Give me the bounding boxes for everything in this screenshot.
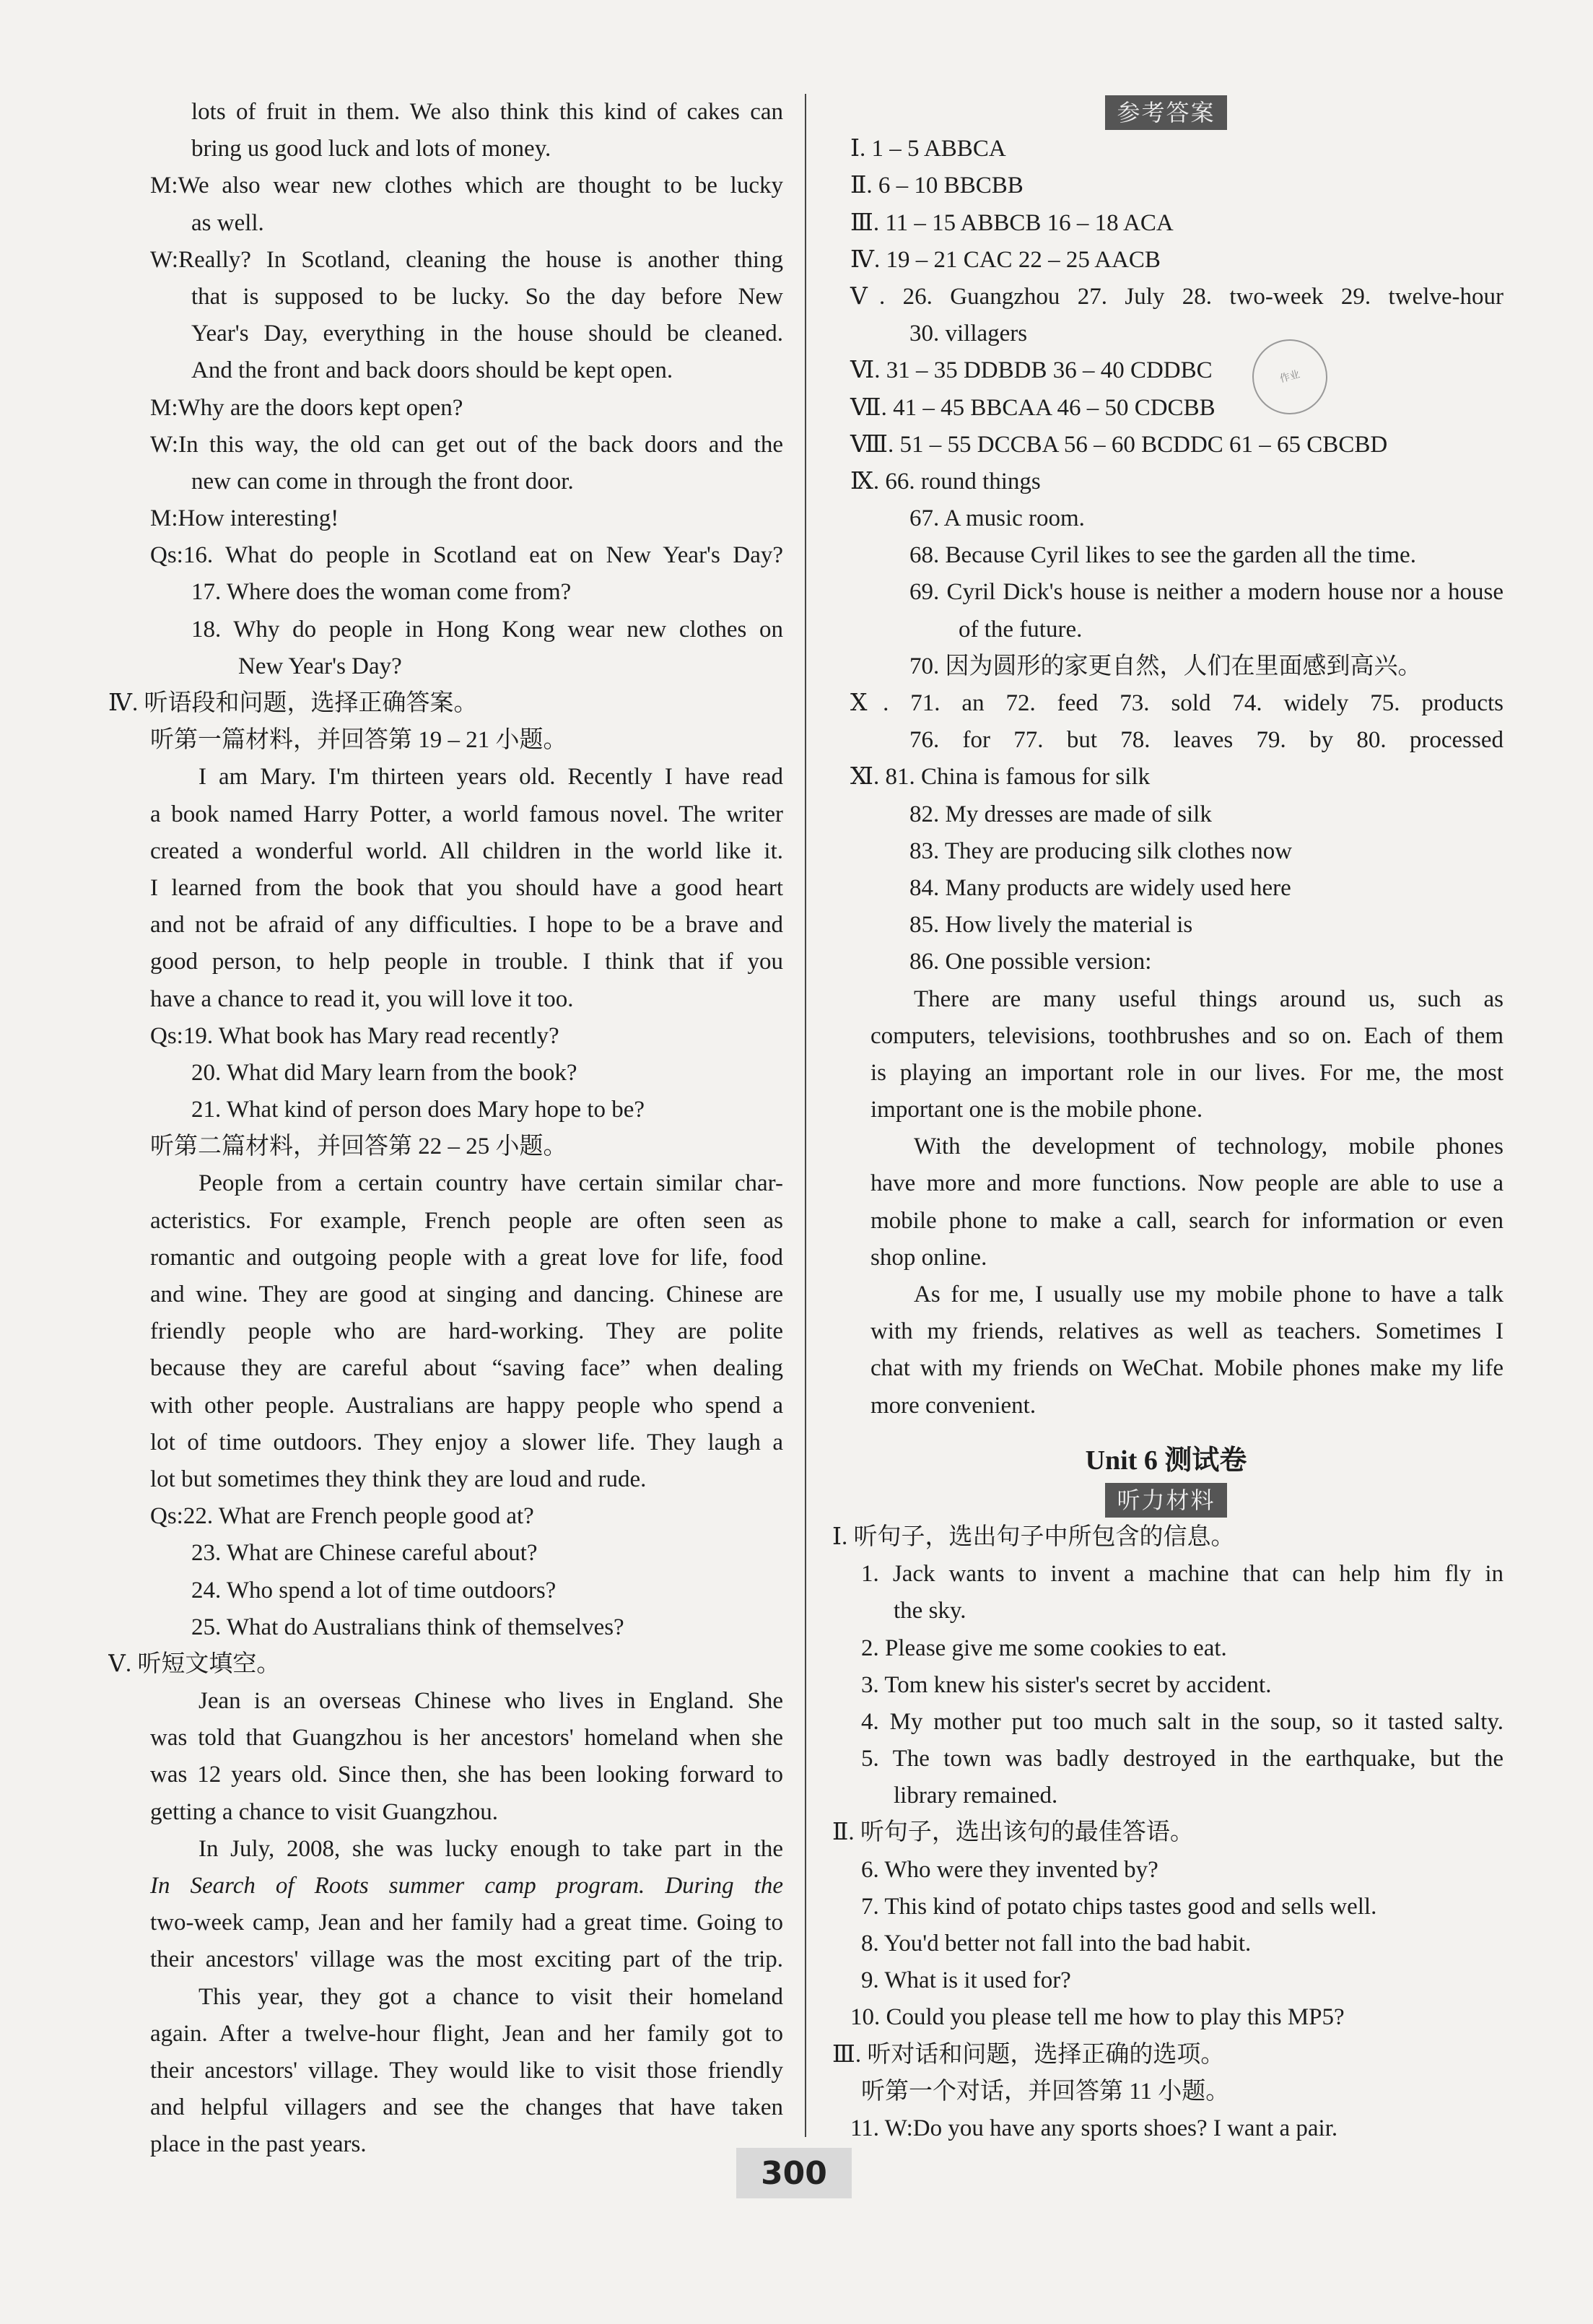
answer-line: 82. My dresses are made of silk [909,801,1212,827]
answer-line: 85. How lively the material is [909,912,1193,939]
answer-line: chat with my friends on WeChat. Mobile phones make my life [870,1355,1503,1382]
answer-line: Ⅺ. 81. China is famous for silk [850,764,1151,791]
answer-line: with my friends, relatives as well as teachers. Sometimes I [870,1318,1503,1345]
text-line: library remained. [894,1783,1058,1809]
text-line: 8. You'd better not fall into the bad habit. [861,1931,1252,1957]
text-line: M:How interesting! [150,505,339,532]
text-line: 20. What did Mary learn from the book? [191,1059,577,1086]
text-line: created a wonderful world. All children in the world like it. [150,837,783,864]
text-line: 5. The town was badly destroyed in the earthquake, but the [861,1746,1503,1772]
answer-line: 84. Many products are widely used here [909,874,1291,901]
answer-line: Ⅰ. 1 – 5 ABBCA [850,136,1006,162]
answer-line: mobile phone to make a call, search for information or even [870,1207,1503,1234]
text-line: and wine. They are good at singing and dancing. Chinese are [150,1281,783,1307]
answer-line: 67. A music room. [909,505,1085,532]
answer-line: of the future. [959,616,1083,643]
text-line: and helpful villagers and see the changes that have taken [150,2094,783,2121]
answer-line: 76. for 77. but 78. leaves 79. by 80. processed [909,727,1503,754]
text-line: 18. Why do people in Hong Kong wear new clothes on [191,616,783,643]
answer-line: have more and more functions. Now people are able to use a [870,1170,1503,1197]
text-line: 听第一个对话，并回答第 11 小题。 [861,2078,1230,2105]
text-line: again. After a twelve-hour flight, Jean and her family got to [150,2020,783,2047]
answer-line: Ⅵ. 31 – 35 DDBDB 36 – 40 CDDBC [850,357,1213,384]
answer-line: Ⅸ. 66. round things [850,468,1041,495]
text-line: two-week camp, Jean and her family had a great time. Going to [150,1910,783,1936]
page-number: 300 [736,2148,852,2198]
text-line: friendly people who are hard-working. They are polite [150,1318,783,1345]
answer-line: Ⅹ. 71. an 72. feed 73. sold 74. widely 75. products [850,690,1503,716]
section-heading: Ⅱ. 听句子，选出该句的最佳答语。 [832,1819,1194,1846]
text-line: Qs:16. What do people in Scotland eat on New Year's Day? [150,542,783,569]
answer-line: shop online. [870,1244,987,1271]
text-line: New Year's Day? [238,653,402,679]
answer-line: 83. They are producing silk clothes now [909,837,1293,864]
answer-line: 69. Cyril Dick's house is neither a modern house nor a house [909,579,1503,606]
answer-line: important one is the mobile phone. [870,1097,1203,1123]
text-line: I learned from the book that you should have a good heart [150,874,783,901]
text-line: Qs:19. What book has Mary read recently? [150,1022,559,1049]
text-line: 听第一篇材料，并回答第 19 – 21 小题。 [150,727,567,754]
answer-line: is playing an important role in our lives. For me, the most [870,1059,1503,1086]
text-line: 24. Who spend a lot of time outdoors? [191,1577,557,1603]
section-heading: Ⅰ. 听句子，选出句子中所包含的信息。 [832,1523,1235,1550]
text-line: M:Why are the doors kept open? [150,394,463,421]
answer-line: Ⅷ. 51 – 55 DCCBA 56 – 60 BCDDC 61 – 65 CBCBD [850,431,1388,458]
text-line: have a chance to read it, you will love it too. [150,985,574,1012]
text-line: 听第二篇材料，并回答第 22 – 25 小题。 [150,1133,567,1160]
homework-stamp: 作业 [1244,331,1335,422]
text-line: a book named Harry Potter, a world famous novel. The writer [150,801,783,827]
text-line: was told that Guangzhou is her ancestors' homeland when she [150,1725,783,1751]
answer-line: 30. villagers [909,321,1028,347]
text-line: their ancestors' village was the most exciting part of the trip. [150,1946,783,1973]
text-line: 10. Could you please tell me how to play this MP5? [850,2004,1345,2031]
right-column [829,94,1503,2147]
listening-banner-label: 听力材料 [1105,1483,1226,1518]
text-line: W:Really? In Scotland, cleaning the house is another thing [150,246,783,273]
text-line: 4. My mother put too much salt in the soup, so it tasted salty. [861,1708,1503,1735]
text-line: 17. Where does the woman come from? [191,579,572,606]
text-line: new can come in through the front door. [191,468,574,495]
text-line: 25. What do Australians think of themselves? [191,1614,624,1640]
text-line: Jean is an overseas Chinese who lives in England. She [198,1688,783,1715]
text-line: Year's Day, everything in the house should be cleaned. [191,321,783,347]
text-line: romantic and outgoing people with a great love for life, food [150,1244,783,1271]
text-line: getting a chance to visit Guangzhou. [150,1798,499,1825]
text-line: This year, they got a chance to visit their homeland [198,1983,783,2010]
text-line: their ancestors' village. They would like to visit those friendly [150,2057,783,2084]
answer-banner [829,94,1503,131]
text-line: lots of fruit in them. We also think this kind of cakes can [191,99,783,125]
text-line: bring us good luck and lots of money. [191,136,551,162]
answer-line: 68. Because Cyril likes to see the garden all the time. [909,542,1416,569]
text-line: Qs:22. What are French people good at? [150,1503,534,1530]
text-line: with other people. Australians are happy people who spend a [150,1392,783,1419]
text-line: M:We also wear new clothes which are thought to be lucky [150,173,783,199]
text-line: 3. Tom knew his sister's secret by accident. [861,1671,1272,1698]
text-line: And the front and back doors should be kept open. [191,357,673,384]
text-line: 11. W:Do you have any sports shoes? I want a pair. [850,2115,1338,2141]
text-line: 21. What kind of person does Mary hope to be? [191,1097,645,1123]
answer-line: With the development of technology, mobile phones [914,1133,1503,1160]
text-line: lot but sometimes they think they are loud and rude. [150,1466,647,1492]
text-line: 9. What is it used for? [861,1967,1071,1994]
text-line: good person, to help people in trouble. I think that if you [150,949,783,975]
answer-line: Ⅴ. 26. Guangzhou 27. July 28. two-week 29. twelve-hour [850,283,1503,310]
answer-line: more convenient. [870,1392,1036,1419]
listening-banner [829,1482,1503,1519]
answer-line: As for me, I usually use my mobile phone to have a talk [914,1281,1503,1307]
text-line: 1. Jack wants to invent a machine that can help him fly in [861,1561,1503,1588]
left-column [108,94,783,2164]
section-heading: Ⅴ. 听短文填空。 [108,1650,281,1677]
text-line: and not be afraid of any difficulties. I hope to be a brave and [150,912,783,939]
answer-line: Ⅲ. 11 – 15 ABBCB 16 – 18 ACA [850,209,1174,236]
text-line: 7. This kind of potato chips tastes good and sells well. [861,1893,1377,1920]
text-line: lot of time outdoors. They enjoy a slower life. They laugh a [150,1429,783,1455]
text-line: 6. Who were they invented by? [861,1856,1158,1883]
text-line: the sky. [894,1598,966,1624]
unit-title: Unit 6 测试卷 [1085,1445,1247,1476]
text-line: In July, 2008, she was lucky enough to take part in the [198,1835,783,1862]
text-line: that is supposed to be lucky. So the day before New [191,283,783,310]
text-line: was 12 years old. Since then, she has been looking forward to [150,1762,783,1788]
text-line: 23. What are Chinese careful about? [191,1540,538,1567]
text-line: because they are careful about “saving face” when dealing [150,1355,783,1382]
section-heading: Ⅲ. 听对话和问题，选择正确的选项。 [832,2041,1225,2068]
text-line: W:In this way, the old can get out of the back doors and the [150,431,783,458]
text-line: In Search of Roots summer camp program. During the [150,1873,783,1899]
text-line: 2. Please give me some cookies to eat. [861,1635,1227,1661]
answer-line: Ⅳ. 19 – 21 CAC 22 – 25 AACB [850,246,1161,273]
text-line: I am Mary. I'm thirteen years old. Recently I have read [198,764,783,791]
answer-line: Ⅱ. 6 – 10 BBCBB [850,173,1024,199]
text-line: as well. [191,209,264,236]
answer-line: Ⅶ. 41 – 45 BBCAA 46 – 50 CDCBB [850,394,1216,421]
text-line: place in the past years. [150,2131,367,2158]
answer-line: computers, televisions, toothbrushes and so on. Each of them [870,1022,1503,1049]
text-line: People from a certain country have certain similar char- [198,1170,783,1197]
answer-line: There are many useful things around us, such as [914,985,1503,1012]
section-heading: Ⅳ. 听语段和问题，选择正确答案。 [108,690,478,716]
text-line: acteristics. For example, French people are often seen as [150,1207,783,1234]
answer-banner-label: 参考答案 [1105,95,1226,130]
answer-line: 70. 因为圆形的家更自然，人们在里面感到高兴。 [909,653,1422,679]
answer-line: 86. One possible version: [909,949,1152,975]
column-divider [805,94,806,2137]
